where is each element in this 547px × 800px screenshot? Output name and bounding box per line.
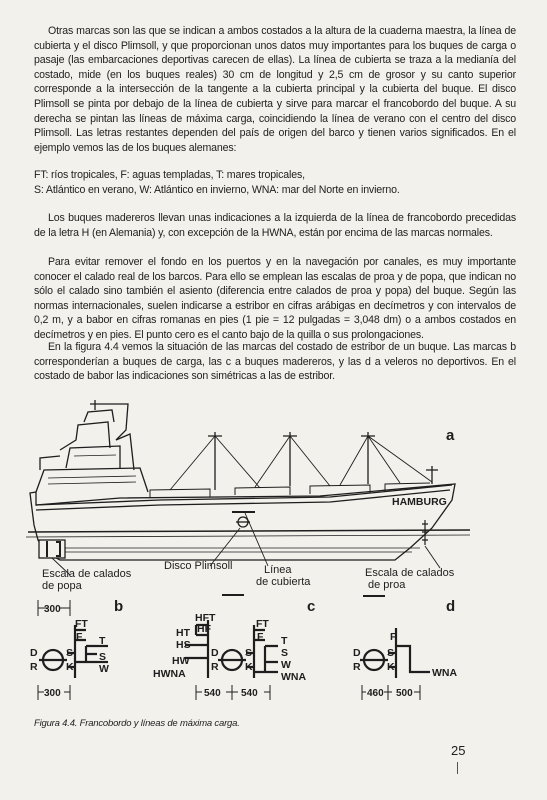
- panel-d-letter: d: [446, 598, 456, 615]
- ship-name: HAMBURG: [392, 496, 447, 508]
- deck-line-label-1: Línea: [264, 564, 292, 576]
- mark-d-R: R: [353, 661, 361, 673]
- legend-line-1: FT: ríos tropicales, F: aguas templadas, T: mares tropicales,: [34, 169, 305, 181]
- mark-c-HT: HT: [176, 627, 190, 639]
- figure-caption: Figura 4.4. Francobordo y líneas de máxima carga.: [34, 718, 240, 729]
- paragraph-draft-scales: Para evitar remover el fondo en los puertos y en la navegación por canales, es muy importante conocer el calado real de los barcos. Para ello se emplean las escalas de proa y de popa, que indican no sólo el calado sino también el asiento (diferencia entre calados de proa y popa) del buque. Según las normas internacionales, suelen indicarse a estribor en cifras arábigas en decímetros y con intervalos de 0,2 m, y a babor en cifras romanas en pies (1 pie = 12 pulgadas = 3,048 dm) o a ambos costados en decímetros y en pies. El punto cero es el canto bajo de la quilla o sus prolongaciones.: [34, 256, 516, 341]
- mark-d-D: D: [353, 647, 361, 659]
- mark-b-R: R: [30, 661, 38, 673]
- mark-b-FT: FT: [75, 618, 88, 630]
- page-number: 25: [451, 743, 466, 758]
- paragraph-figure-reference: En la figura 4.4 vemos la situación de las marcas del costado de estribor de un buque. Las marcas b corresponderían a buques de carga, las c a buques madereros, y las d a veleros no deportivos. En el costado de babor las indicaciones son simétricas a las de estribor.: [34, 341, 516, 383]
- mark-c-D: D: [211, 647, 219, 659]
- dim-c-left: 540: [204, 688, 221, 699]
- mark-b-K: K: [66, 661, 74, 673]
- mark-c-HW: HW: [172, 655, 190, 667]
- mark-b-F: F: [76, 631, 83, 643]
- mark-c-R: R: [211, 661, 219, 673]
- ship-illustration: [26, 400, 470, 560]
- paragraph-timber: Los buques madereros llevan unas indicaciones a la izquierda de la línea de francobordo precedidas de la letra H (en Alemania) y, con excepción de la HWNA, están por encima de las marcas normales.: [34, 212, 516, 239]
- mark-b-S2: S: [99, 651, 107, 663]
- mark-d-WNA: WNA: [432, 667, 458, 679]
- mark-d-K: K: [387, 661, 395, 673]
- mark-c-HF: HF: [197, 623, 211, 635]
- bow-scale-label-2: de proa: [368, 579, 406, 591]
- mark-c-WNA: WNA: [281, 671, 307, 683]
- paragraph-plimsoll: Otras marcas son las que se indican a ambos costados a la altura de la cuaderna maestra, la línea de cubierta y el disco Plimsoll, y que proporcionan unos datos muy importantes para los buques de carga o pasaje (las embarcaciones deportivas carecen de ellas). La línea de cubierta se traza a la medianía del costado, mide (en los buques reales) 30 cm de longitud y 2,5 cm de grosor y su canto superior corresponde a la intersección de la tangente a la cubierta principal y la cubierta del buque. El disco Plimsoll se pinta por debajo de la línea de cubierta y sirve para marcar el francobordo del buque. A su derecha se pintan las líneas de máxima carga, coincidiendo la línea de verano con el centro del disco Plimsoll. Las letras restantes dependen del país de origen del barco y tienen varios significados. En el ejemplo vemos las de los buques alemanes:: [34, 25, 516, 154]
- panel-c-letter: c: [307, 598, 316, 615]
- bow-scale-label-1: Escala de calados: [365, 567, 455, 579]
- dim-d-right: 500: [396, 688, 413, 699]
- panel-a-letter: a: [446, 427, 455, 444]
- figure-4-4: [0, 390, 547, 750]
- mark-c-FT: FT: [256, 618, 269, 630]
- stern-scale-label-2: de popa: [42, 580, 82, 592]
- mark-c-K: K: [245, 661, 253, 673]
- plimsoll-label: Disco Plimsoll: [164, 560, 233, 572]
- mark-d-S: S: [387, 647, 395, 659]
- folio-rule: [457, 762, 458, 774]
- dim-b-bottom: 300: [44, 688, 61, 699]
- mark-b-W: W: [99, 663, 109, 675]
- mark-d-F: F: [390, 631, 397, 643]
- dim-b-top: 300: [44, 604, 61, 615]
- mark-c-HFT: HFT: [195, 612, 216, 624]
- mark-b-D: D: [30, 647, 38, 659]
- dim-c-right: 540: [241, 688, 258, 699]
- mark-b-S: S: [66, 647, 74, 659]
- mark-c-S: S: [245, 647, 253, 659]
- mark-c-S2: S: [281, 647, 289, 659]
- mark-c-F: F: [257, 631, 264, 643]
- mark-c-HWNA: HWNA: [153, 668, 186, 680]
- stern-scale-label-1: Escala de calados: [42, 568, 132, 580]
- panel-b-letter: b: [114, 598, 124, 615]
- mark-c-HS: HS: [176, 639, 191, 651]
- deck-line-label-2: de cubierta: [256, 576, 311, 588]
- mark-b-T: T: [99, 635, 106, 647]
- legend-line-2: S: Atlántico en verano, W: Atlántico en invierno, WNA: mar del Norte en invierno.: [34, 184, 400, 196]
- mark-c-W: W: [281, 659, 291, 671]
- dim-d-left: 460: [367, 688, 384, 699]
- mark-c-T: T: [281, 635, 288, 647]
